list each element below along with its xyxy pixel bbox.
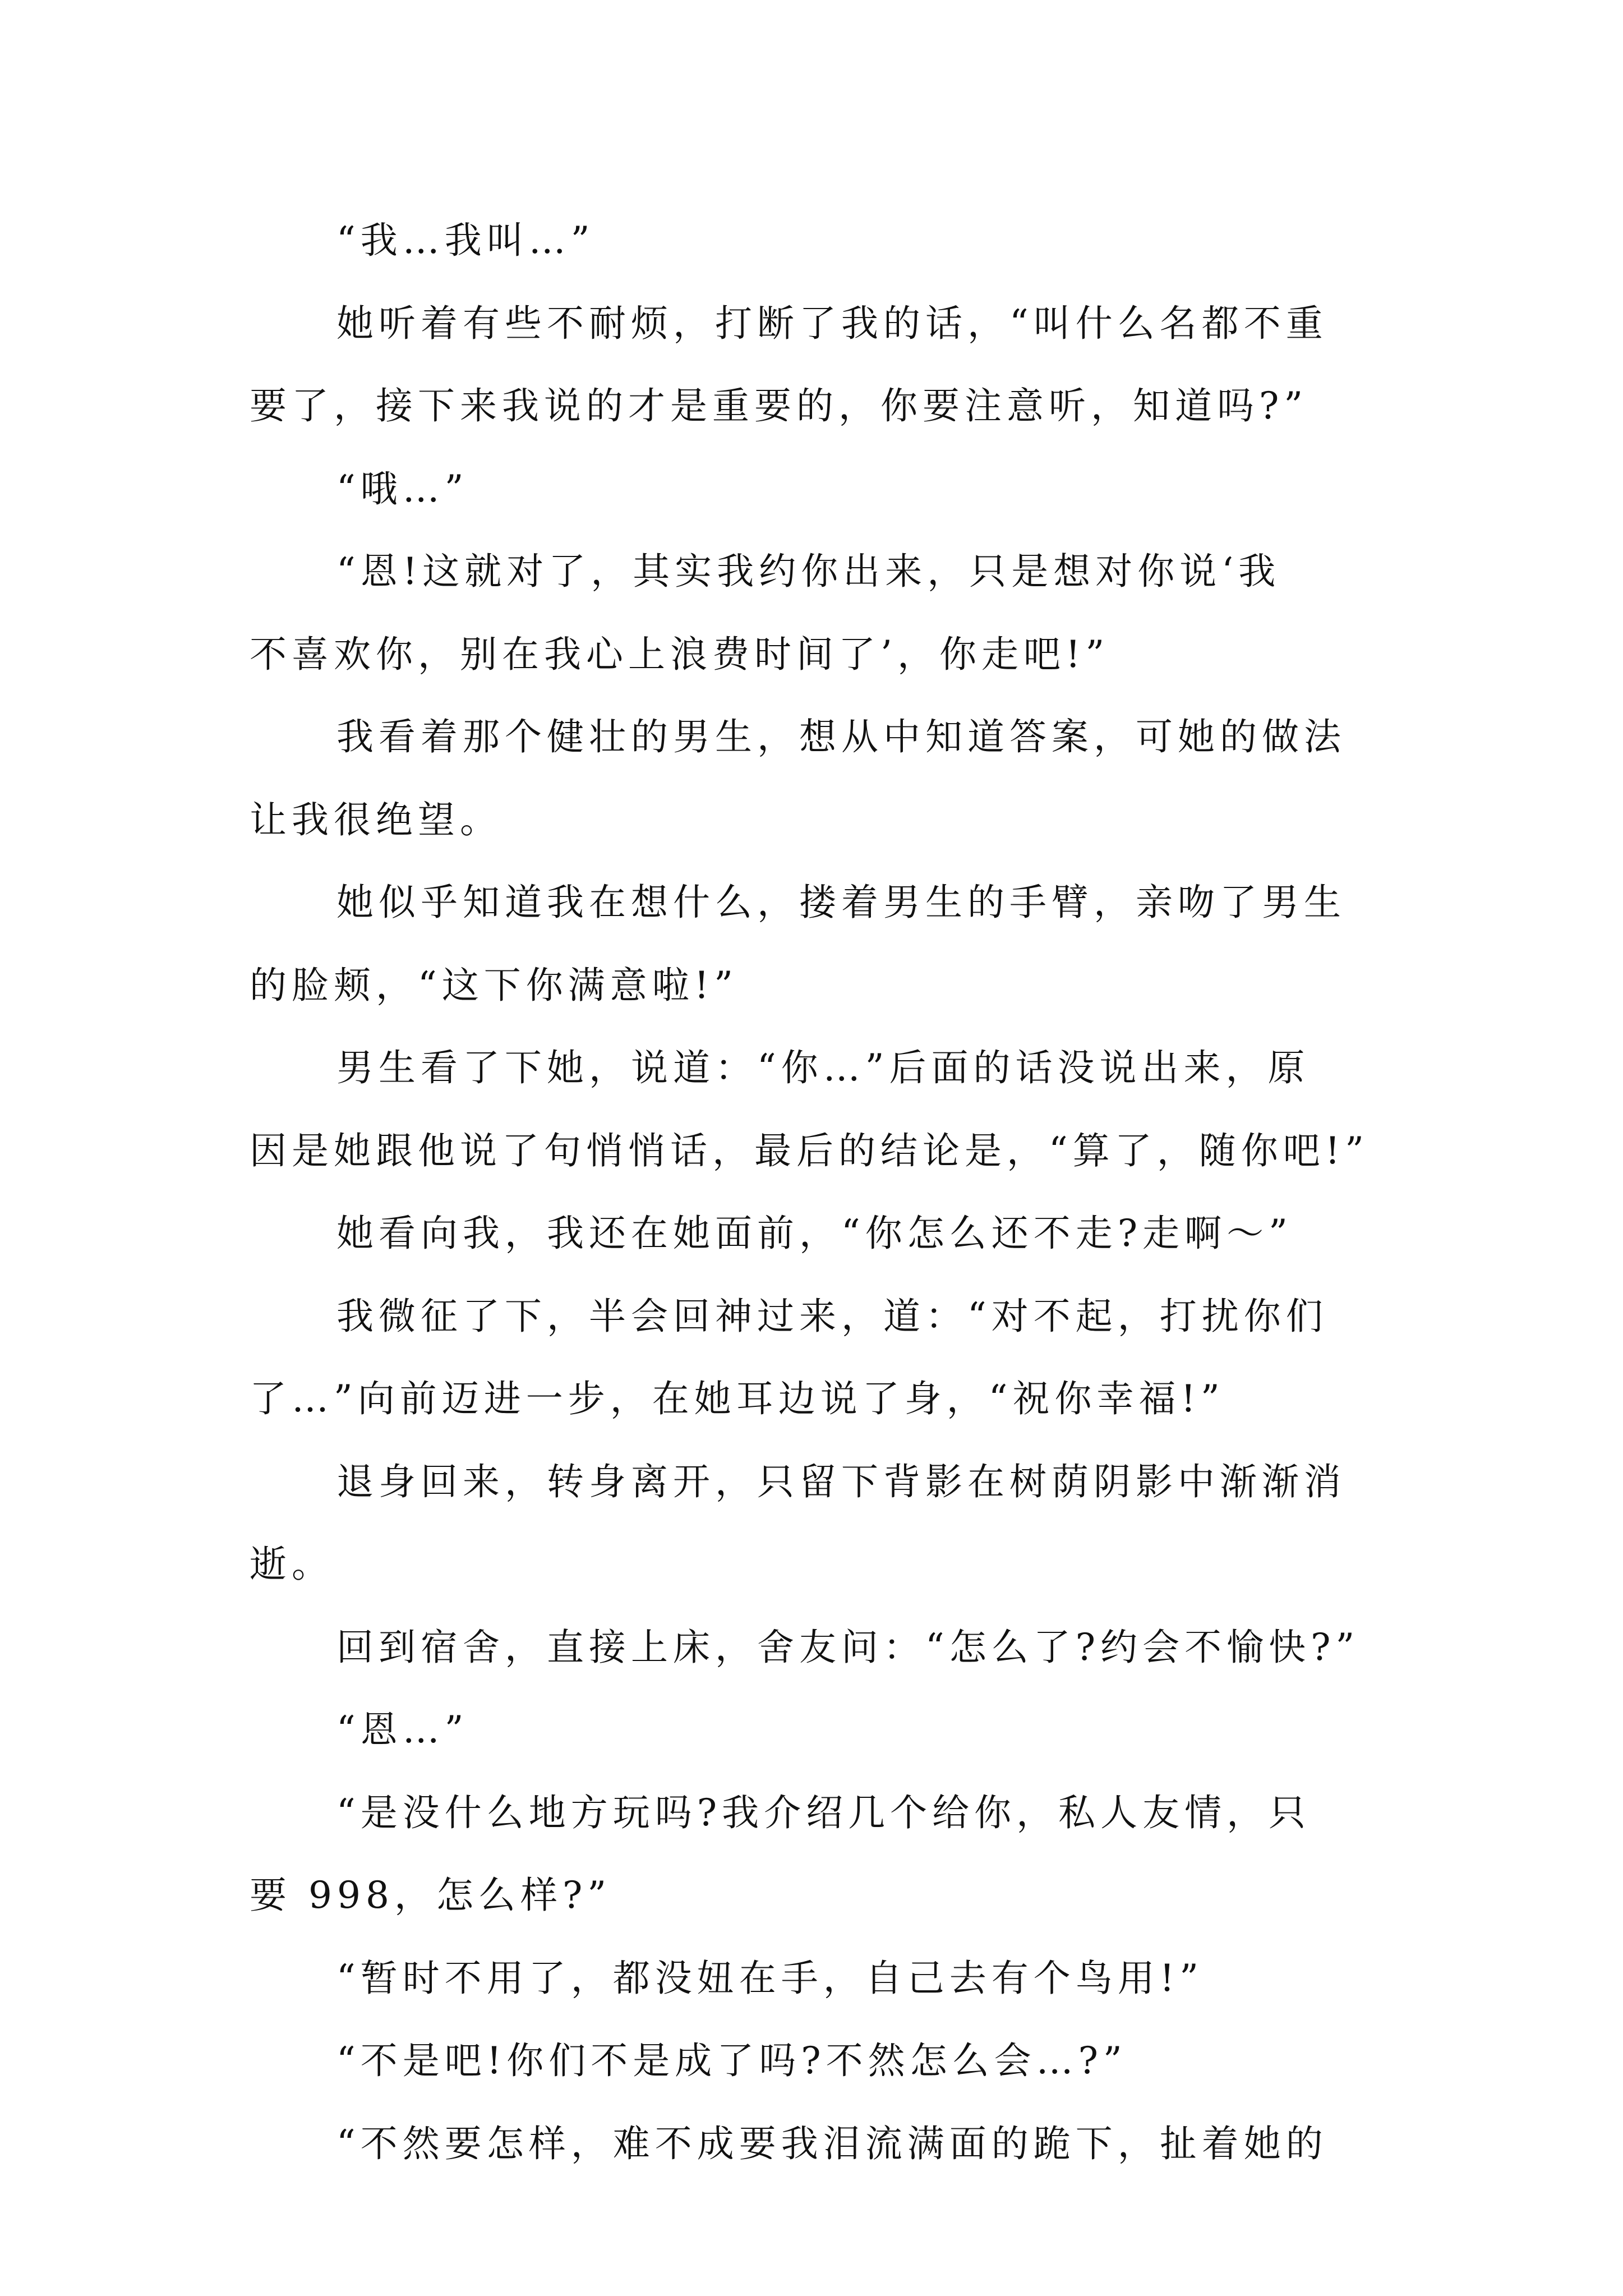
text-line: 她似乎知道我在想什么，搂着男生的手臂，亲吻了男生: [336, 881, 1346, 924]
text-line: 她看向我，我还在她面前，“你怎么还不走?走啊～”: [336, 1212, 1293, 1255]
text-line: 逝。: [250, 1543, 334, 1586]
text-line: “恩…”: [336, 1708, 469, 1751]
text-line: “是没什么地方玩吗?我介绍几个给你，私人友情，只: [336, 1791, 1311, 1834]
text-line: 她听着有些不耐烦，打断了我的话，“叫什么名都不重: [336, 301, 1328, 345]
text-line: “不是吧!你们不是成了吗?不然怎么会…?”: [336, 2039, 1127, 2082]
text-line: 了…”向前迈进一步，在她耳边说了身，“祝你幸福!”: [250, 1377, 1225, 1420]
text-line: “不然要怎样，难不成要我泪流满面的跪下，扯着她的: [336, 2122, 1328, 2165]
text-line: 要了，接下来我说的才是重要的，你要注意听，知道吗?”: [250, 384, 1308, 427]
text-line: 让我很绝望。: [250, 798, 502, 841]
text-line: 回到宿舍，直接上床，舍友问：“怎么了?约会不愉快?”: [336, 1625, 1360, 1669]
text-line: 退身回来，转身离开，只留下背影在树荫阴影中渐渐消: [336, 1460, 1346, 1503]
body-text: [250, 199, 1388, 2185]
text-line: 我看着那个健壮的男生，想从中知道答案，可她的做法: [336, 715, 1346, 758]
text-line: 不喜欢你，别在我心上浪费时间了’，你走吧!”: [250, 632, 1110, 676]
text-line: “暂时不用了，都没妞在手，自己去有个鸟用!”: [336, 1956, 1204, 2000]
text-line: 因是她跟他说了句悄悄话，最后的结论是，“算了，随你吧!”: [250, 1129, 1370, 1172]
text-line: “哦…”: [336, 467, 469, 510]
text-line: 要 998，怎么样?”: [250, 1874, 612, 1917]
text-line: 男生看了下她，说道：“你…”后面的话没说出来，原: [336, 1046, 1310, 1089]
text-line: 我微征了下，半会回神过来，道：“对不起，打扰你们: [336, 1294, 1328, 1338]
text-line: “我…我叫…”: [336, 219, 595, 262]
text-line: 的脸颊，“这下你满意啦!”: [250, 963, 739, 1007]
text-line: “恩!这就对了，其实我约你出来，只是想对你说‘我: [336, 550, 1281, 593]
